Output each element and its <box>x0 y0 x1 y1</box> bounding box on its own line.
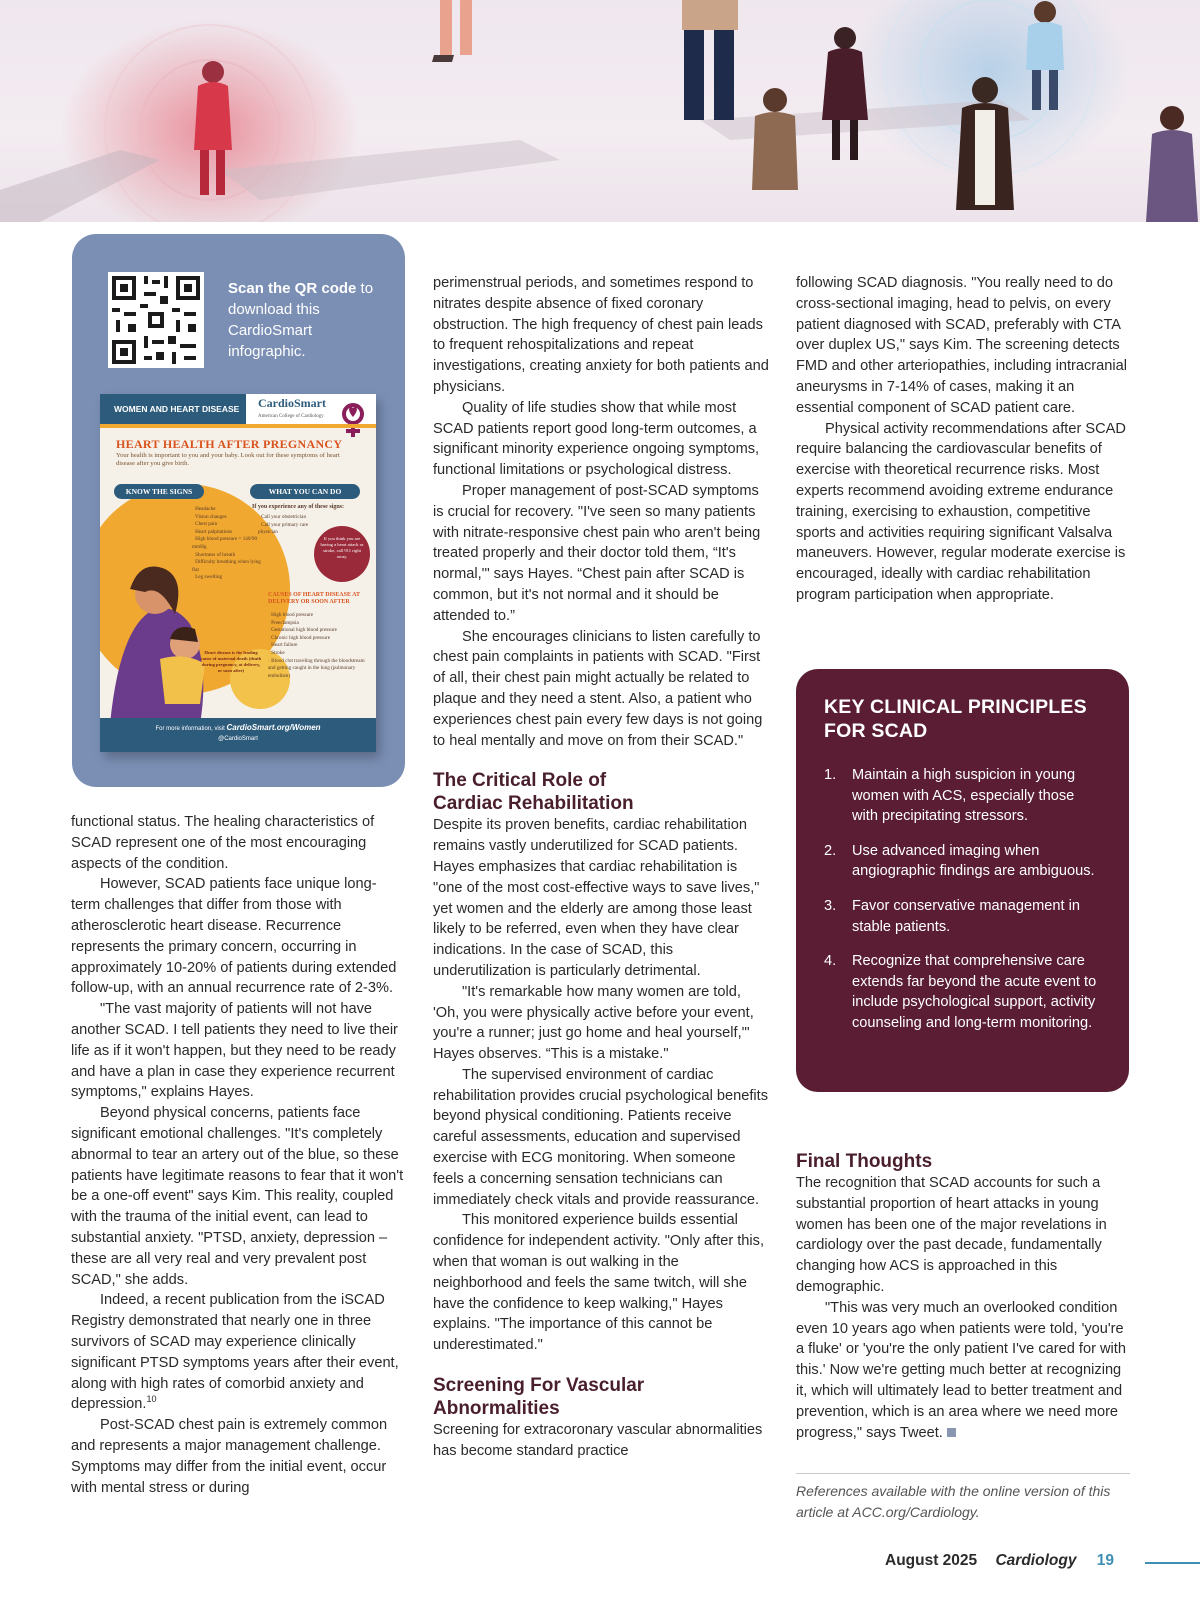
cardiosmart-logo-text: CardioSmart <box>258 396 326 410</box>
reference-superscript: 10 <box>146 1394 157 1405</box>
call-911-badge <box>314 526 370 582</box>
principle-text: Favor conservative management in stable patients. <box>852 897 1080 935</box>
sign-item: • Shortness of breath <box>192 552 262 560</box>
article-column-1 <box>71 812 405 1498</box>
footer-handle: @CardioSmart <box>218 736 258 742</box>
cause-item: • Chronic high blood pressure <box>268 635 372 643</box>
key-principles-title: KEY CLINICAL PRINCIPLES FOR SCAD <box>824 696 1087 742</box>
body-paragraph: This monitored experience builds essential confidence for independent activity. "Only after this, when that woman is out walking in the neighborhood and feels the same twitch, will she have the confidence to keep walking," Hayes explains. "The importance of this cannot be underestimated." <box>433 1212 765 1354</box>
page-footer <box>885 1552 1114 1570</box>
key-principle-item <box>824 951 1101 1033</box>
principle-number: 4. <box>824 953 837 970</box>
female-symbol-icon <box>340 402 366 440</box>
infographic-tag: WOMEN AND HEART DISEASE <box>100 394 246 424</box>
infographic-footer <box>100 718 376 752</box>
signs-list <box>192 506 262 582</box>
do-list <box>258 514 318 537</box>
page-number: 19 <box>1096 1552 1114 1569</box>
body-paragraph: Post-SCAD chest pain is extremely common and represents a major management challenge. Symptoms may differ from the initial event, occur with mental stress or during <box>71 1417 388 1496</box>
body-paragraph-with-ref <box>71 1290 405 1415</box>
body-paragraph: The recognition that SCAD accounts for such a substantial proportion of heart attacks in young women has been one of the major revelations in cardiology over the past decade, fundamentally changing how ACS is approached in this demographic. <box>796 1175 1107 1295</box>
causes-list <box>268 612 372 680</box>
what-you-can-do-label: WHAT YOU CAN DO <box>250 484 360 499</box>
sign-item: • Leg swelling <box>192 574 262 582</box>
principle-number: 1. <box>824 767 837 783</box>
know-signs-label: KNOW THE SIGNS <box>114 484 204 499</box>
body-paragraph: Proper management of post-SCAD symptoms is crucial for recovery. "I've seen so many patients with nitrate-responsive chest pain who aren't being treated properly and their doctor told them, “It's normal,'" says Hayes. “Chest pain after SCAD is common, but it's not normal and it should be attended to.” <box>433 482 761 624</box>
cardiosmart-logo <box>258 397 326 423</box>
qr-promo-box <box>72 234 405 787</box>
call-911-text: If you think you are having a heart attack or stroke, call 911 right away. <box>320 536 364 559</box>
people-crowd-illustration <box>0 0 1200 222</box>
sign-item: • Vision changes <box>192 514 262 522</box>
body-paragraph: "The vast majority of patients will not have another SCAD. I tell patients they need to live their life as if it won't happen, but they need to be ready and have a plan in case they experience recurrent symptoms," explains Hayes. <box>71 1001 398 1101</box>
cause-item: • Blood clot traveling through the bloodstream and getting caught in the lung (pulmonary embolism) <box>268 658 372 681</box>
section-heading-final: Final Thoughts <box>796 1151 933 1172</box>
body-paragraph-with-end-mark <box>796 1298 1133 1444</box>
body-paragraph: Screening for extracoronary vascular abnormalities has become standard practice <box>433 1422 763 1459</box>
sign-item: • Headache <box>192 506 262 514</box>
magazine-name: Cardiology <box>995 1552 1077 1569</box>
final-thoughts-section <box>796 1150 1133 1443</box>
qr-caption-rest: to download this CardioSmart infographic. <box>228 280 374 360</box>
body-paragraph: Beyond physical concerns, patients face significant emotional challenges. "It's completely abnormal to tear an artery out of the blue, so these patients have legitimate reasons to fear that it won't be a one-off event" says Kim. This reality, coupled with the trauma of the initial event, can lead to substantial anxiety. "PTSD, anxiety, depression – these are all very real and very prevalent post SCAD," she adds. <box>71 1105 404 1288</box>
person-figure <box>752 88 798 190</box>
infographic-title: HEART HEALTH AFTER PREGNANCY <box>116 437 343 451</box>
body-paragraph: She encourages clinicians to listen carefully to chest pain complaints in patients with SCAD. "First of all, their chest pain might actually be related to plaque and they need a stent. Also, a patient who experiences chest pain every few days is not going to heal mentally and move on from their SCAD." <box>433 628 763 749</box>
body-paragraph: "It's remarkable how many women are told, 'Oh, you were physically active before your event, you're a runner; just go home and heal yourself,'" Hayes observes. “This is a mistake." <box>433 983 754 1063</box>
sign-item: • Heart palpitations <box>192 529 262 537</box>
body-paragraph: Indeed, a recent publication from the iSCAD Registry demonstrated that nearly one in three survivors of SCAD may experience clinically significant PTSD symptoms years after their event, along with high rates of comorbid anxiety and depression. <box>71 1292 399 1413</box>
cause-item: • Preeclampsia <box>268 620 372 628</box>
infographic-subtitle: Your health is important to you and your baby. Look out for these symptoms of heart disease after you give birth. <box>116 452 340 467</box>
do-heading: If you experience any of these signs: <box>252 504 344 510</box>
footer-prefix: For more information, visit <box>155 726 225 732</box>
footer-url[interactable]: CardioSmart.org/Women <box>226 723 321 732</box>
references-divider <box>796 1473 1130 1474</box>
body-paragraph: However, SCAD patients face unique long-term challenges that differ from those with atherosclerotic heart disease. Recurrence represents the primary concern, occurring in approximately 10-20% of patients during extended follow-up, with an annual recurrence rate of 2-3%. <box>71 876 397 997</box>
body-paragraph: perimenstrual periods, and sometimes respond to nitrates despite absence of fixed coronary obstruction. The high frequency of chest pain leads to frequent rehospitalizations and repeat investigations, creating anxiety for both patients and physicians. <box>433 275 769 395</box>
article-column-2 <box>433 273 769 1462</box>
principle-text: Maintain a high suspicion in young women with ACS, especially those with precipitating stressors. <box>852 767 1076 825</box>
body-paragraph: The supervised environment of cardiac rehabilitation provides crucial psychological benefits beyond physical conditioning. Patients receive careful assessments, education and supervised exercise with ECG monitoring. When someone feels a concerning sensation technicians can immediately check vitals and provide reassurance. <box>433 1066 769 1208</box>
person-figure <box>1146 106 1198 222</box>
principle-number: 3. <box>824 897 837 914</box>
body-paragraph: Despite its proven benefits, cardiac rehabilitation remains vastly underutilized for SCAD patients. Hayes emphasizes that cardiac rehabilitation is "one of the most cost-effective ways to save lives," yet women and the elderly are among those least likely to be referred, even when they have clear indications. In the case of SCAD, this underutilization is particularly detrimental. <box>433 817 760 979</box>
key-principle-item <box>824 841 1101 882</box>
body-paragraph: "This was very much an overlooked condition even 10 years ago when patients were told, 'you're a fluke' or 'you're the only patient I've cared for with this.' Now we're getting much better at recognizing it, which will ultimately lead to better treatment and prevention, which is an area where we need more progress," says Tweet. <box>796 1299 1126 1441</box>
cardiosmart-logo-sub: American College of Cardiology <box>258 414 324 419</box>
key-principle-item <box>824 896 1101 937</box>
do-item: • Call your obstetrician <box>258 514 318 522</box>
infographic-thumbnail[interactable] <box>100 394 376 752</box>
cause-item: • Stroke <box>268 650 372 658</box>
sign-item: • Chest pain <box>192 521 262 529</box>
footer-rule <box>1145 1562 1200 1564</box>
key-principle-item <box>824 765 1101 827</box>
causes-heading: CAUSES OF HEART DISEASE AT DELIVERY OR SOON AFTER <box>268 592 360 605</box>
body-paragraph: functional status. The healing characteristics of SCAD represent one of the most encouraging aspects of the condition. <box>71 814 375 872</box>
cause-item: • Gestational high blood pressure <box>268 627 372 635</box>
end-of-article-icon <box>947 1428 956 1437</box>
article-column-3 <box>796 273 1133 606</box>
body-paragraph: following SCAD diagnosis. "You really need to do cross-sectional imaging, head to pelvis, on every patient diagnosed with SCAD, preferably with CTA over duplex US," says Kim. The screening detects FMD and other arteriopathies, including intracranial aneurysms in 7-14% of cases, making it an essential component of SCAD patient care. <box>796 275 1127 416</box>
sign-item: • Difficulty breathing when lying flat <box>192 559 262 574</box>
body-paragraph: Quality of life studies show that while most SCAD patients report good long-term outcomes, a significant minority experience ongoing symptoms, functional limitations or psychological distress. <box>433 399 760 479</box>
bubble-fact: Heart disease is the leading cause of maternal death (death during pregnancy, at delivery, or soon after) <box>200 650 262 673</box>
key-principles-box <box>796 669 1129 1092</box>
person-figure <box>682 0 738 120</box>
cause-item: • Heart failure <box>268 642 372 650</box>
principle-text: Recognize that comprehensive care extends far beyond the acute event to include psychological support, activity counseling and long-term monitoring. <box>852 953 1097 1031</box>
qr-caption <box>228 278 378 362</box>
section-heading-screening: Screening For Vascular Abnormalities <box>433 1375 645 1420</box>
section-heading-rehab: The Critical Role of Cardiac Rehabilitation <box>433 770 634 815</box>
hero-illustration <box>0 0 1200 222</box>
qr-caption-lead: Scan the QR code <box>228 280 357 297</box>
principle-number: 2. <box>824 842 837 859</box>
qr-code-icon[interactable] <box>108 272 204 368</box>
body-paragraph: Physical activity recommendations after SCAD require balancing the cardiovascular benefits of exercise with theoretical recurrence risks. Most experts recommend avoiding extreme endurance training, exercising to exhaustion, competitive sports and activities requiring significant Valsalva maneuvers. However, regular moderate exercise is encouraged, ideally with cardiac rehabilitation program participation when appropriate. <box>796 420 1126 603</box>
cause-item: • High blood pressure <box>268 612 372 620</box>
do-item: • Call your primary care physician <box>258 522 318 537</box>
infographic-stripe <box>100 424 376 428</box>
references-note: References available with the online version of this article at ACC.org/Cardiology. <box>796 1483 1111 1520</box>
sign-item: • High blood pressure = 140/90 mmHg <box>192 536 262 551</box>
principle-text: Use advanced imaging when angiographic findings are ambiguous. <box>852 842 1095 880</box>
key-principles-list <box>824 765 1101 1034</box>
issue-date: August 2025 <box>885 1552 978 1569</box>
